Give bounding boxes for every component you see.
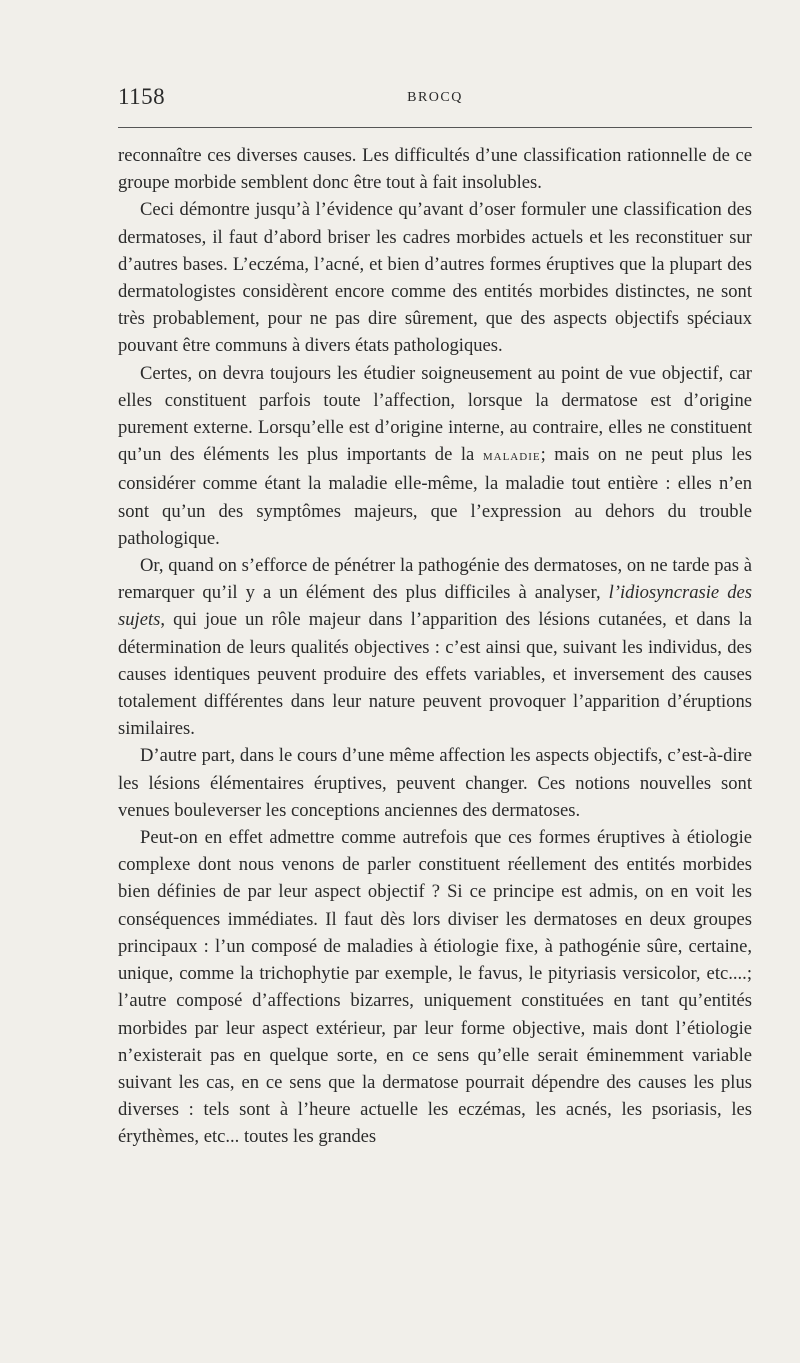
paragraph-4-text-a: Or, quand on s’efforce de pénétrer la pathogénie des dermatoses, on ne tarde pas à remarquer qu’il y a un élément des plus difficiles à analyser, bbox=[118, 555, 752, 604]
paragraph-3-text-b: ; mais on ne peut plus les considérer comme étant la maladie elle-même, la maladie tout entière : elles n’en sont qu’un des symptômes majeurs, que l’expression au dehors du trouble pathologique. bbox=[118, 444, 753, 549]
paragraph-2: Ceci démontre jusqu’à l’évidence qu’avant d’oser formuler une classification des dermatoses, il faut d’abord briser les cadres morbides actuels et les reconstituer sur d’autres bases. L’eczéma, l’acné, et bien d’autres formes éruptives que la plupart des dermatologistes considèrent encore comme des entités morbides distinctes, ne sont très probablement, pour ne pas dire sûrement, que des aspects objectifs spéciaux pouvant être communs à divers états pathologiques. bbox=[118, 199, 752, 357]
paragraph-4-text-b: , qui joue un rôle majeur dans l’apparition des lésions cutanées, et dans la détermination de leurs qualités objectives : c’est ainsi que, suivant les individus, des causes identiques peuvent produire des effets variables, et inversement des causes totalement différentes dans leur nature peuvent provoquer l’apparition d’éruptions similaires. bbox=[118, 609, 752, 740]
paragraph-6: Peut-on en effet admettre comme autrefois que ces formes éruptives à étiologie complexe dont nous venons de parler constituent réellement des entités morbides bien définies de par leur aspect objectif ? Si ce principe est admis, on en voit les conséquences immédiates. Il faut dès lors diviser les dermatoses en deux groupes principaux : l’un composé de maladies à étiologie fixe, à pathogénie sûre, certaine, unique, comme la trichophytie par exemple, le favus, le pityriasis versicolor, etc....; l’autre composé d’affections bizarres, uniquement constituées en tant qu’entités morbides par leur aspect extérieur, par leur forme objective, mais dont l’étiologie n’existerait pas en quelque sorte, en ce sens qu’elle serait éminemment variable suivant les cas, en ce sens que la dermatose pourrait dépendre des causes les plus diverses : tels sont à l’heure actuelle les eczémas, les acnés, les psoriasis, les érythèmes, etc... toutes les grandes bbox=[118, 827, 752, 1148]
italic-idiosyncrasie: l’idiosyncrasie des sujets bbox=[118, 582, 752, 631]
page-header bbox=[118, 84, 752, 120]
smallcaps-maladie: maladie bbox=[482, 448, 541, 465]
paragraph-3 bbox=[118, 360, 752, 552]
running-head: BROCQ bbox=[407, 90, 463, 105]
paragraph-5: D’autre part, dans le cours d’une même affection les aspects objectifs, c’est-à-dire les lésions élémentaires éruptives, peuvent changer. Ces notions nouvelles sont venues bouleverser les conceptions anciennes des dermatoses. bbox=[118, 745, 752, 821]
page-number: 1158 bbox=[118, 84, 166, 109]
header-rule bbox=[118, 127, 752, 128]
body-text bbox=[118, 142, 752, 1151]
paragraph-3-text-a: Certes, on devra toujours les étudier soigneusement au point de vue objectif, car elles constituent parfois toute l’affection, lorsque la dermatose est d’origine purement externe. Lorsqu’elle est d’origine interne, au contraire, elles ne constituent qu’un des éléments les plus importants de la bbox=[118, 362, 752, 466]
paragraph-4 bbox=[118, 552, 752, 742]
paragraph-1: reconnaître ces diverses causes. Les difficultés d’une classification rationnelle de ce groupe morbide semblent donc être tout à fait insolubles. bbox=[118, 145, 752, 194]
